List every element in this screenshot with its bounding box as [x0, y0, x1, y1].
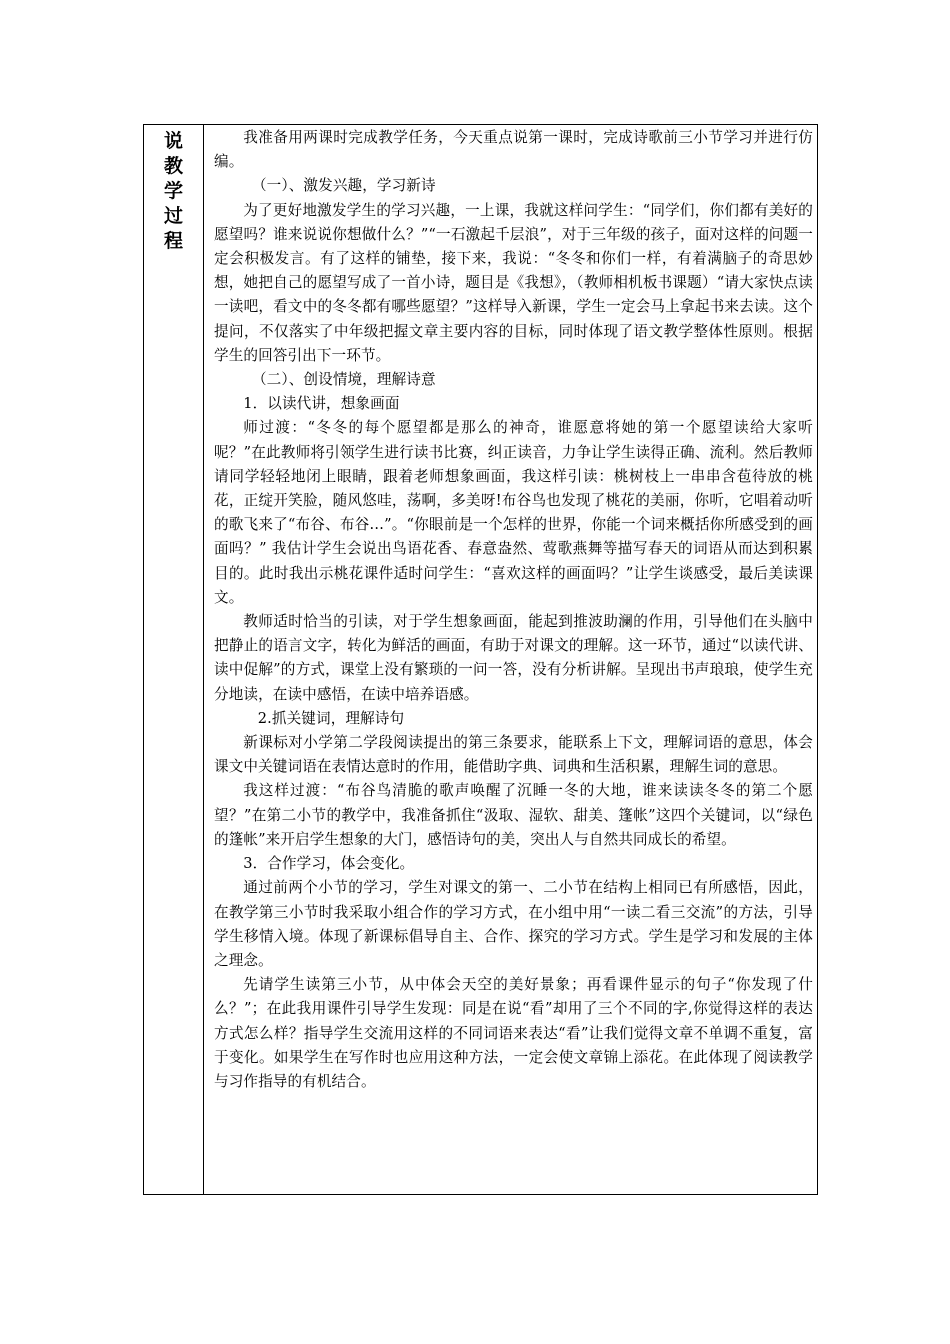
heading-part-two: （二）、创设情境，理解诗意 [251, 371, 436, 389]
section-content-cell [204, 125, 818, 1195]
paragraph-third-stanza: 先请学生读第三小节，从中体会天空的美好景象；再看课件显示的句子“你发现了什么？”；在此我用课件引导学生发现：同是在说“看”却用了三个不同的字,你觉得这样的表达方式怎么样？指导学生交流用这样的不同词语来表达“看”让我们觉得文章不单调不重复，富于变化。如果学生在写作时也应用这种方法，一定会使文章锦上添花。在此体现了阅读教学与习作指导的有机结合。 [214, 976, 813, 1090]
paragraph-transition-two: 我这样过渡：“布谷鸟清脆的歌声唤醒了沉睡一冬的大地，谁来读读冬冬的第二个愿望？”在第二小节的教学中，我准备抓住“汲取、湿软、甜美、篷帐”这四个关键词，以“绿色的篷帐”来开启学生想象的大门，感悟诗句的美，突出人与自然共同成长的希望。 [214, 782, 813, 848]
paragraph-curriculum: 新课标对小学第二学段阅读提出的第三条要求，能联系上下文，理解词语的意思，体会课文中关键词语在表情达意时的作用，能借助字典、词典和生活积累，理解生词的意思。 [214, 734, 813, 776]
section-label-cell [144, 125, 204, 1195]
section-content [214, 126, 813, 1094]
teaching-process-row [144, 125, 818, 1195]
lesson-plan-table [143, 124, 818, 1195]
subheading-keywords: 2.抓关键词，理解诗句 [257, 709, 405, 727]
subheading-cooperation: 3．合作学习，体会变化。 [243, 855, 415, 873]
subheading-read-imagine: 1．以读代讲，想象画面 [243, 395, 400, 413]
intro-paragraph: 我准备用两课时完成教学任务，今天重点说第一课时，完成诗歌前三小节学习并进行仿编。 [214, 129, 813, 171]
section-label: 说教学过程 [163, 130, 183, 252]
paragraph-guided-reading: 教师适时恰当的引读，对于学生想象画面，能起到推波助澜的作用，引导他们在头脑中把静止的语言文字，转化为鲜活的画面，有助于对课文的理解。这一环节，通过“以读代讲、读中促解”的方式，课堂上没有繁琐的一问一答，没有分析讲解。呈现出书声琅琅，使学生充分地读，在读中感悟，在读中培养语感。 [214, 613, 813, 703]
paragraph-motivation: 为了更好地激发学生的学习兴趣，一上课，我就这样问学生：“同学们，你们都有美好的愿望吗？谁来说说你想做什么？”“一石激起千层浪”，对于三年级的孩子，面对这样的问题一定会积极发言。有了这样的铺垫，接下来，我说：“冬冬和你们一样，有着满脑子的奇思妙想，她把自己的愿望写成了一首小诗，题目是《我想》，（教师相机板书课题）“请大家快点读一读吧，看文中的冬冬都有哪些愿望？”这样导入新课，学生一定会马上拿起书来去读。这个提问，不仅落实了中年级把握文章主要内容的目标，同时体现了语文教学整体性原则。根据学生的回答引出下一环节。 [214, 201, 813, 364]
paragraph-group-learning: 通过前两个小节的学习，学生对课文的第一、二小节在结构上相同已有所感悟，因此，在教学第三小节时我采取小组合作的学习方式，在小组中用“一读二看三交流”的方法，引导学生移情入境。体现了新课标倡导自主、合作、探究的学习方式。学生是学习和发展的主体之理念。 [214, 879, 813, 969]
paragraph-transition-one: 师过渡：“冬冬的每个愿望都是那么的神奇，谁愿意将她的第一个愿望读给大家听呢？”在此教师将引领学生进行读书比赛，纠正读音，力争让学生读得正确、流利。然后教师请同学轻轻地闭上眼睛，跟着老师想象画面，我这样引读：桃树枝上一串串含苞待放的桃花，正绽开笑脸，随风悠哇，荡啊，多美呀!布谷鸟也发现了桃花的美丽，你听，它唱着动听的歌飞来了“布谷、布谷…”。“你眼前是一个怎样的世界，你能一个词来概括你所感受到的画面吗？” 我估计学生会说出鸟语花香、春意盎然、莺歌燕舞等描写春天的词语从而达到积累目的。此时我出示桃花课件适时问学生：“喜欢这样的画面吗？”让学生谈感受，最后美读课文。 [214, 419, 813, 606]
heading-part-one: （一）、激发兴趣，学习新诗 [251, 177, 436, 195]
